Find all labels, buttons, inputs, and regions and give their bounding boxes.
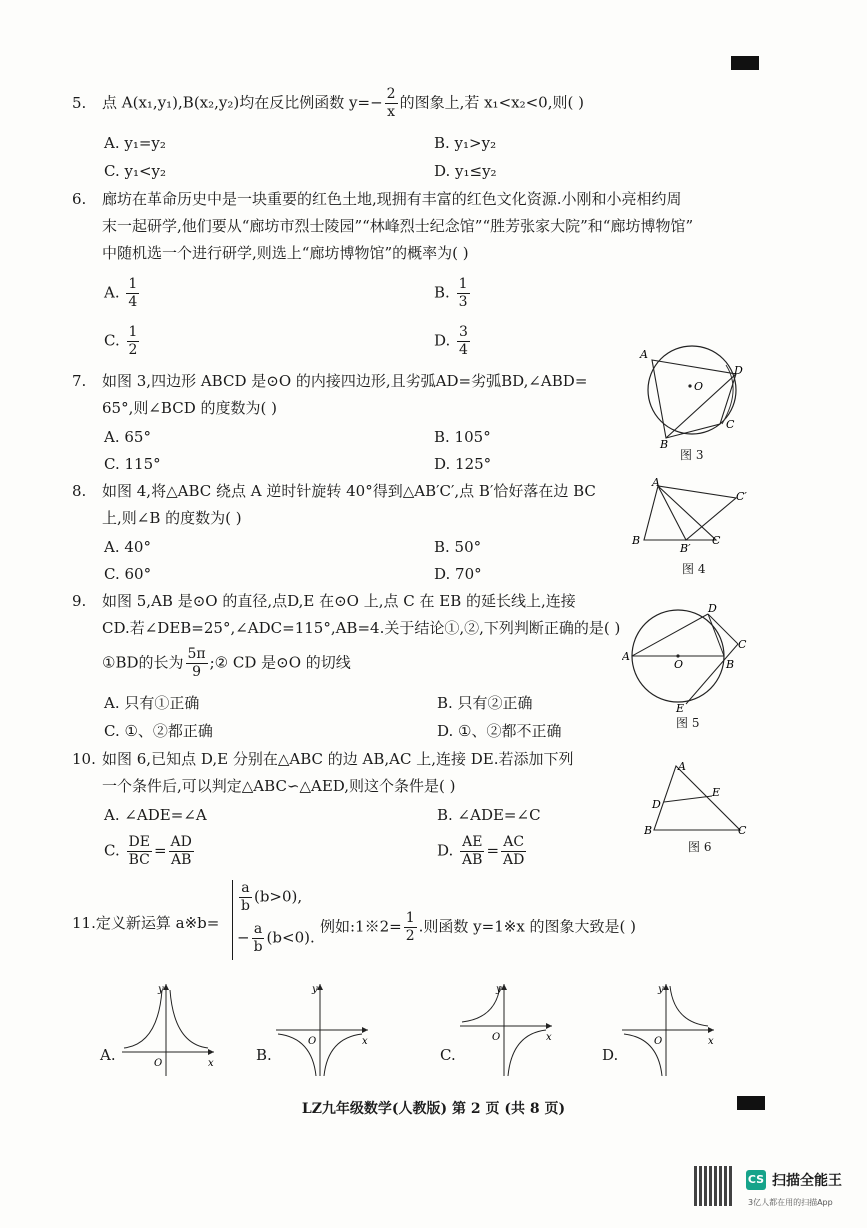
svg-text:O: O	[674, 658, 684, 671]
svg-text:C: C	[738, 824, 747, 837]
q7-option-b[interactable]: B. 105°	[434, 428, 491, 446]
q5-option-a[interactable]: A. y₁=y₂	[104, 134, 166, 152]
svg-text:O: O	[492, 1032, 501, 1043]
q11-graph-a[interactable]	[118, 980, 218, 1080]
page-footer: LZ九年级数学(人教版) 第 2 页 (共 8 页)	[301, 1101, 566, 1117]
q10-option-c[interactable]: C. $\frac{DE}{BC}$ = $\frac{AD}{AB}$	[104, 834, 192, 868]
svg-text:x: x	[208, 1058, 214, 1069]
scanner-brand-name: 扫描全能王	[772, 1173, 842, 1189]
q8-option-a[interactable]: A. 40°	[104, 538, 151, 556]
question-5: 5. 点 A(x₁,y₁),B(x₂,y₂)均在反比例函数 y=− $\frac{2}{x}$ 的图象上,若 x₁<x₂<0,则( )	[72, 86, 584, 120]
svg-text:B′: B′	[680, 542, 691, 554]
q10-option-b[interactable]: B. ∠ADE=∠C	[437, 806, 541, 824]
svg-text:D: D	[652, 798, 661, 811]
q9-option-c[interactable]: C. ①、②都正确	[104, 722, 213, 740]
q10-option-a[interactable]: A. ∠ADE=∠A	[104, 806, 207, 824]
figure-3-circle-diagram	[630, 340, 755, 450]
q5-option-b[interactable]: B. y₁>y₂	[434, 134, 497, 152]
svg-text:x: x	[546, 1032, 552, 1043]
q11-graph-d[interactable]	[618, 980, 718, 1080]
svg-text:O: O	[308, 1036, 317, 1047]
svg-text:D: D	[708, 604, 717, 615]
question-8: 8. 如图 4,将△ABC 绕点 A 逆时针旋转 40°得到△AB′C′,点 B′恰好落在边 BC 上,则∠B 的度数为( )	[72, 482, 596, 527]
svg-text:B: B	[660, 438, 669, 450]
svg-text:x: x	[362, 1036, 368, 1047]
question-10: 10. 如图 6,已知点 D,E 分别在△ABC 的边 AB,AC 上,连接 DE.若添加下列 一个条件后,可以判定△ABC∽△AED,则这个条件是( )	[72, 750, 574, 795]
corner-mark-top	[731, 56, 759, 70]
figure-6-triangle-diagram	[644, 758, 754, 838]
q6-option-c[interactable]: C. $\frac{1}{2}$	[104, 324, 138, 358]
figure-3-caption: 图 3	[680, 448, 704, 462]
svg-text:y: y	[658, 984, 664, 995]
question-7: 7. 如图 3,四边形 ABCD 是⊙O 的内接四边形,且劣弧AD=劣弧BD,∠ABD= 65°,则∠BCD 的度数为( )	[72, 372, 588, 417]
svg-text:y: y	[158, 984, 164, 995]
q9-option-d[interactable]: D. ①、②都不正确	[437, 722, 562, 740]
q6-option-a[interactable]: A. $\frac{1}{4}$	[104, 276, 138, 310]
svg-text:E: E	[676, 702, 685, 714]
q11-graph-c[interactable]	[456, 980, 556, 1080]
svg-text:B: B	[632, 534, 641, 547]
svg-text:O: O	[694, 380, 704, 393]
figure-6-caption: 图 6	[688, 840, 712, 854]
q11-option-d-label[interactable]: D.	[602, 1046, 619, 1064]
svg-text:C′: C′	[736, 490, 747, 503]
figure-4-caption: 图 4	[682, 562, 706, 576]
camscanner-logo-icon: CS	[746, 1170, 766, 1190]
svg-text:y: y	[496, 984, 502, 995]
svg-text:O: O	[154, 1058, 163, 1069]
question-9: 9. 如图 5,AB 是⊙O 的直径,点D,E 在⊙O 上,点 C 在 EB 的延长线上,连接 CD.若∠DEB=25°,∠ADC=115°,AB=4.关于结论①,②,下列判断正确的是( ) ①BD的长为 $\frac{5\pi}{9}$ ;② CD 是⊙O 的切线	[72, 592, 621, 680]
svg-text:C: C	[712, 534, 721, 547]
q6-option-d[interactable]: D. $\frac{3}{4}$	[434, 324, 468, 358]
q8-option-d[interactable]: D. 70°	[434, 565, 482, 583]
svg-text:B: B	[726, 658, 735, 671]
q9-option-a[interactable]: A. 只有①正确	[104, 694, 200, 712]
svg-text:D: D	[734, 364, 743, 377]
svg-text:C: C	[738, 638, 747, 651]
q11-graph-b[interactable]	[272, 980, 372, 1080]
svg-text:x: x	[708, 1036, 714, 1047]
svg-text:y: y	[312, 984, 318, 995]
q6-option-b[interactable]: B. $\frac{1}{3}$	[434, 276, 468, 310]
q8-option-c[interactable]: C. 60°	[104, 565, 152, 583]
figure-5-circle-tangent-diagram	[622, 604, 757, 714]
q11-option-a-label[interactable]: A.	[100, 1046, 116, 1064]
q11-option-b-label[interactable]: B.	[256, 1046, 272, 1064]
svg-text:A: A	[652, 476, 660, 489]
q7-option-d[interactable]: D. 125°	[434, 455, 492, 473]
figure-5-caption: 图 5	[676, 716, 700, 730]
scanner-tagline: 3亿人都在用的扫描App	[748, 1198, 833, 1207]
svg-text:A: A	[622, 650, 630, 663]
svg-text:C: C	[726, 418, 735, 431]
q5-option-c[interactable]: C. y₁<y₂	[104, 162, 167, 180]
svg-text:B: B	[644, 824, 653, 837]
svg-text:E: E	[712, 786, 721, 799]
q9-option-b[interactable]: B. 只有②正确	[437, 694, 533, 712]
svg-text:A: A	[678, 760, 686, 773]
q5-option-d[interactable]: D. y₁≤y₂	[434, 162, 497, 180]
q11-option-c-label[interactable]: C.	[440, 1046, 456, 1064]
figure-4-rotation-diagram	[628, 474, 758, 554]
svg-text:A: A	[640, 348, 648, 361]
q7-option-a[interactable]: A. 65°	[104, 428, 151, 446]
question-6: 6. 廊坊在革命历史中是一块重要的红色土地,现拥有丰富的红色文化资源.小刚和小亮相约周 末一起研学,他们要从“廊坊市烈士陵园”“林峰烈士纪念馆”“胜芳张家大院”和“廊坊博物馆” 中随机选一个进行研学,则选上“廊坊博物馆”的概率为( )	[72, 190, 694, 262]
q8-option-b[interactable]: B. 50°	[434, 538, 482, 556]
svg-text:O: O	[654, 1036, 663, 1047]
q7-option-c[interactable]: C. 115°	[104, 455, 161, 473]
q10-option-d[interactable]: D. $\frac{AE}{AB}$ = $\frac{AC}{AD}$	[437, 834, 525, 868]
qr-code-icon	[694, 1166, 734, 1206]
